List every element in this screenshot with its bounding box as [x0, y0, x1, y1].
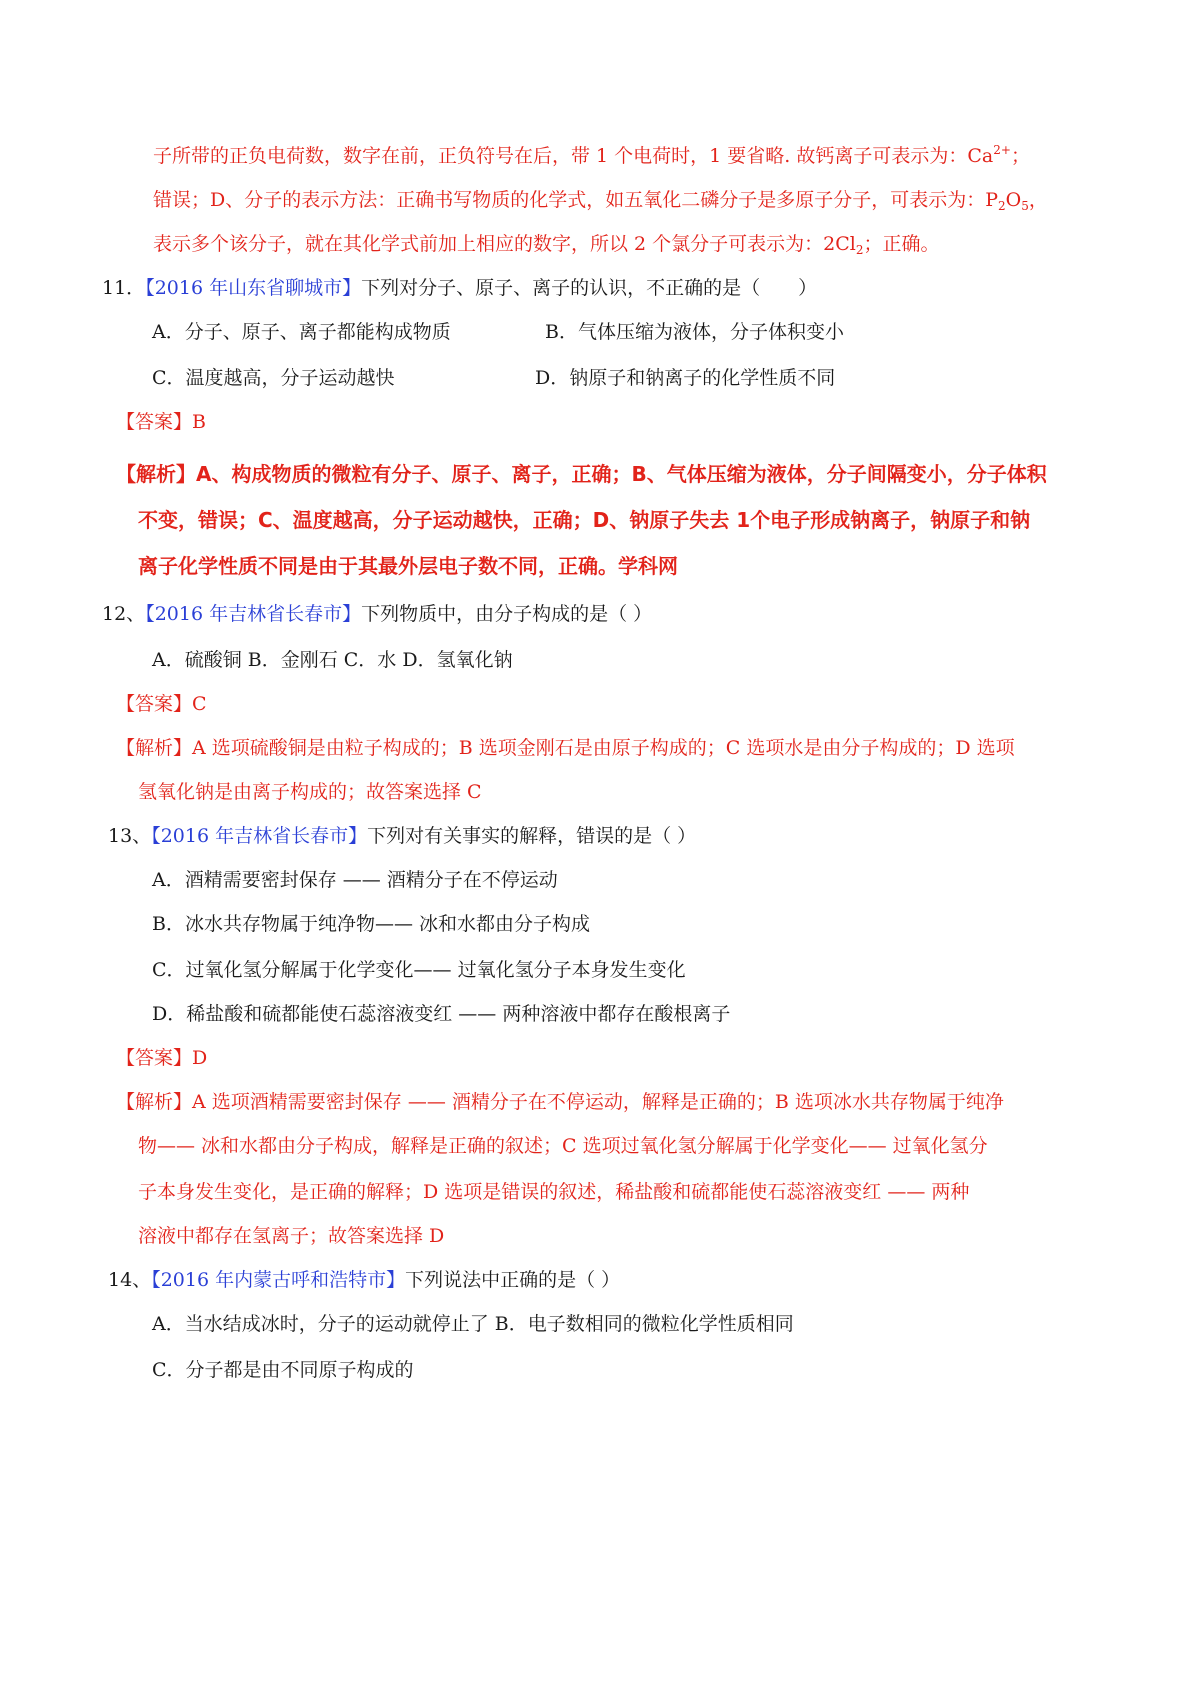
q12-analysis-line-1: 【解析】A 选项硫酸铜是由粒子构成的；B 选项金刚石是由原子构成的；C 选项水是由分子构成的；D 选项	[116, 737, 1015, 759]
question-source: 【2016 年吉林省长春市】	[151, 825, 368, 847]
question-source: 【2016 年内蒙古呼和浩特市】	[151, 1269, 406, 1291]
answer-label: 【答案】	[116, 411, 193, 433]
prev-analysis-line-1: 子所带的正负电荷数，数字在前，正负符号在后，带 1 个电荷时，1 要省略. 故钙离子可表示为：$Ca^{2+}$；	[153, 143, 1030, 167]
analysis-label: 【解析】	[116, 462, 196, 486]
q14-options-ab: A．当水结成冰时，分子的运动就停止了 B．电子数相同的微粒化学性质相同	[152, 1313, 794, 1335]
q12-analysis-line-2: 氢氧化钠是由离子构成的；故答案选择 C	[138, 781, 482, 803]
q12-options: A．硫酸铜 B．金刚石 C．水 D．氢氧化钠	[152, 649, 513, 671]
prev-analysis-line-2: 错误；D、分子的表示方法：正确书写物质的化学式，如五氧化二磷分子是多原子分子，可表示为：$P_2O_5$，	[153, 189, 1048, 213]
analysis-label: 【解析】	[116, 1091, 193, 1113]
q13-answer: 【答案】D	[116, 1047, 208, 1069]
q13-analysis-line-3: 子本身发生变化，是正确的解释；D 选项是错误的叙述，稀盐酸和硫都能使石蕊溶液变红 —— 两种	[138, 1181, 970, 1203]
question-number: 14、	[108, 1269, 152, 1291]
answer-label: 【答案】	[116, 693, 193, 715]
analysis-label: 【解析】	[116, 737, 193, 759]
question-12-stem: 12、【2016 年吉林省长春市】下列物质中，由分子构成的是（ ）	[102, 603, 653, 625]
q11-option-b: B．气体压缩为液体，分子体积变小	[545, 321, 844, 343]
q11-option-a: A．分子、原子、离子都能构成物质	[152, 321, 451, 343]
question-13-stem: 13、【2016 年吉林省长春市】下列对有关事实的解释，错误的是（ ）	[108, 825, 697, 847]
q13-analysis-line-1: 【解析】A 选项酒精需要密封保存 —— 酒精分子在不停运动，解释是正确的；B 选项冰水共存物属于纯净	[116, 1091, 1004, 1113]
q11-option-d: D．钠原子和钠离子的化学性质不同	[535, 367, 836, 389]
q11-answer: 【答案】B	[116, 411, 206, 433]
q12-answer: 【答案】C	[116, 693, 207, 715]
question-number: 13、	[108, 825, 152, 847]
question-11-stem: 11．【2016 年山东省聊城市】下列对分子、原子、离子的认识，不正确的是（ ）	[102, 277, 818, 299]
q11-analysis-line-2: 不变，错误；C、温度越高，分子运动越快，正确；D、钠原子失去 1个电子形成钠离子，钠原子和钠	[138, 508, 1031, 532]
q13-option-b: B．冰水共存物属于纯净物—— 冰和水都由分子构成	[152, 913, 591, 935]
q13-option-a: A．酒精需要密封保存 —— 酒精分子在不停运动	[152, 869, 558, 891]
q13-analysis-line-2: 物—— 冰和水都由分子构成，解释是正确的叙述；C 选项过氧化氢分解属于化学变化—— 过氧化氢分	[138, 1135, 988, 1157]
q13-analysis-line-4: 溶液中都存在氢离子；故答案选择 D	[138, 1225, 445, 1247]
question-source: 【2016 年吉林省长春市】	[145, 603, 362, 625]
question-source: 【2016 年山东省聊城市】	[145, 277, 362, 299]
q11-option-c: C．温度越高，分子运动越快	[152, 367, 395, 389]
prev-analysis-line-3: 表示多个该分子，就在其化学式前加上相应的数字，所以 2 个氯分子可表示为：$2Cl_2$；正确。	[153, 233, 940, 257]
answer-label: 【答案】	[116, 1047, 193, 1069]
q11-analysis-line-3: 离子化学性质不同是由于其最外层电子数不同，正确。学科网	[138, 554, 678, 578]
question-number: 12、	[102, 603, 146, 625]
question-number: 11．	[102, 277, 146, 299]
q14-option-c: C．分子都是由不同原子构成的	[152, 1359, 414, 1381]
q11-analysis-line-1: 【解析】A、构成物质的微粒有分子、原子、离子，正确；B、气体压缩为液体，分子间隔变小，分子体积	[116, 462, 1047, 486]
q13-option-d: D．稀盐酸和硫都能使石蕊溶液变红 —— 两种溶液中都存在酸根离子	[152, 1003, 731, 1025]
question-14-stem: 14、【2016 年内蒙古呼和浩特市】下列说法中正确的是（ ）	[108, 1269, 621, 1291]
q13-option-c: C．过氧化氢分解属于化学变化—— 过氧化氢分子本身发生变化	[152, 959, 686, 981]
